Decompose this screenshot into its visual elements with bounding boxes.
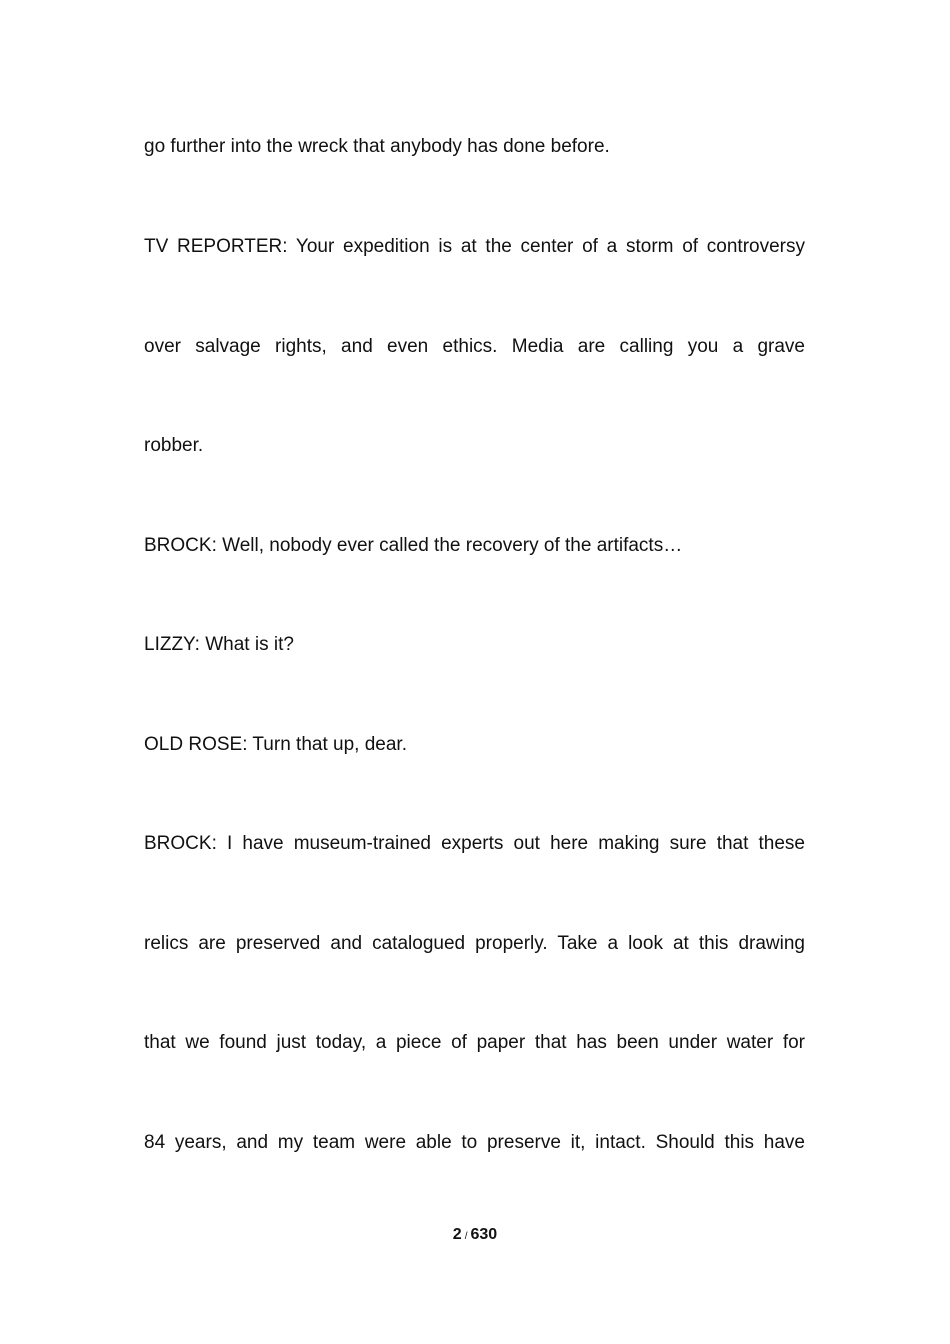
text-line: go further into the wreck that anybody has done before. — [144, 136, 610, 157]
text-line: LIZZY: What is it? — [144, 634, 294, 655]
total-pages: 630 — [470, 1226, 498, 1243]
text-line: TV REPORTER: Your expedition is at the center of a storm of controversy — [144, 236, 805, 257]
page-number — [0, 1226, 950, 1244]
text-line: robber. — [144, 435, 204, 456]
page-separator: / — [464, 1231, 468, 1242]
text-line: over salvage rights, and even ethics. Media are calling you a grave — [144, 336, 805, 357]
text-line: 84 years, and my team were able to preserve it, intact. Should this have — [144, 1132, 805, 1153]
text-line: relics are preserved and catalogued properly. Take a look at this drawing — [144, 933, 805, 954]
text-line: that we found just today, a piece of paper that has been under water for — [144, 1032, 805, 1053]
text-line: OLD ROSE: Turn that up, dear. — [144, 734, 407, 755]
text-line: BROCK: I have museum-trained experts out here making sure that these — [144, 833, 805, 854]
current-page: 2 — [452, 1226, 462, 1243]
text-line: BROCK: Well, nobody ever called the recovery of the artifacts… — [144, 535, 683, 556]
